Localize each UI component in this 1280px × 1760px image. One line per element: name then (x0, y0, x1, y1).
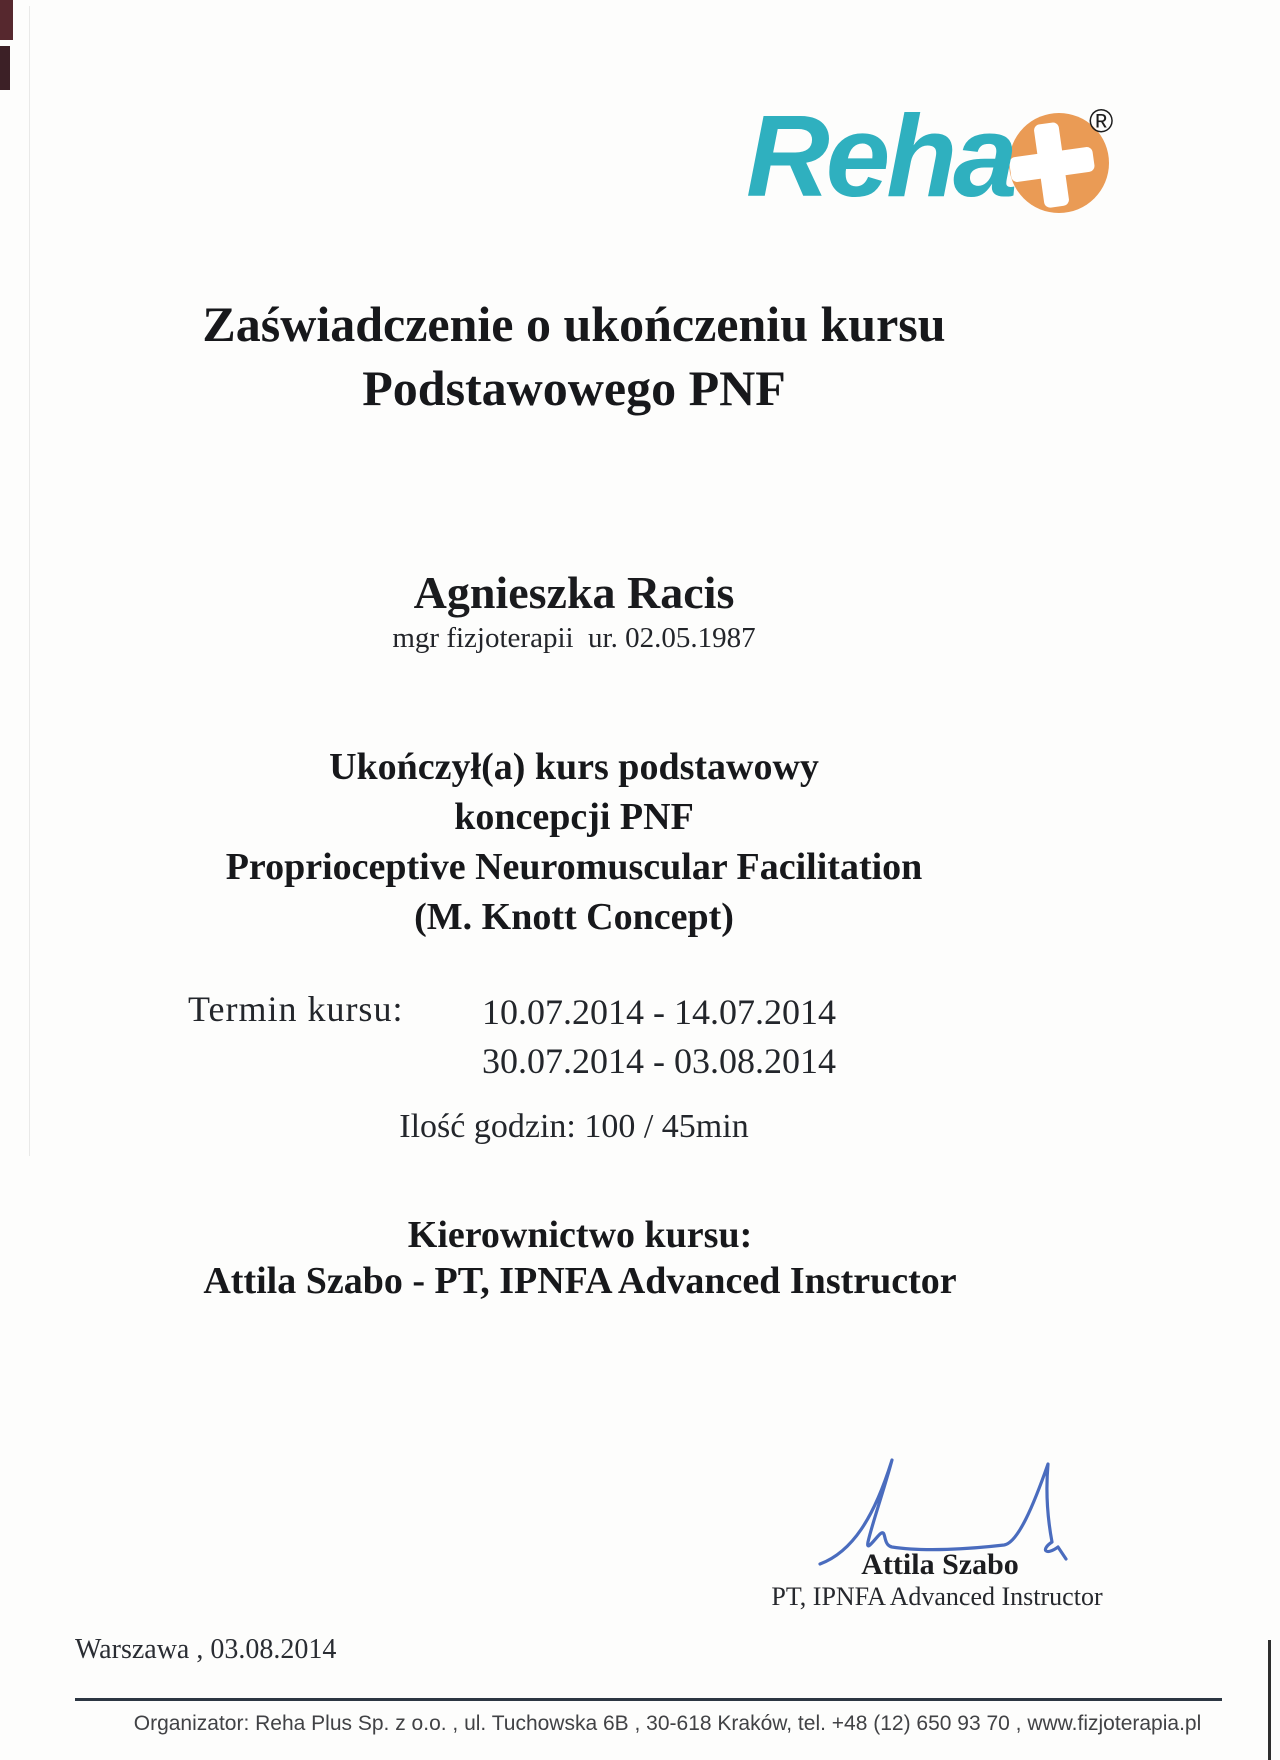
schedule-label: Termin kursu: (188, 989, 404, 1029)
course-description (0, 742, 1148, 942)
certificate-title (0, 292, 1148, 420)
scan-edge-mark (0, 0, 13, 40)
footer-divider (75, 1698, 1222, 1701)
course-management (0, 1212, 1160, 1304)
course-line-1: Ukończył(a) kurs podstawowy (329, 746, 819, 788)
signer-name: Attila Szabo (861, 1548, 1019, 1581)
signer-title: PT, IPNFA Advanced Instructor (771, 1582, 1103, 1611)
course-line-3: Proprioceptive Neuromuscular Facilitation (225, 846, 923, 888)
management-instructor: Attila Szabo - PT, IPNFA Advanced Instructor (203, 1260, 957, 1302)
schedule-date-range-1: 10.07.2014 - 14.07.2014 (482, 992, 836, 1032)
schedule-date-range-2: 30.07.2014 - 03.08.2014 (482, 1041, 836, 1081)
registered-trademark-symbol: ® (1089, 102, 1114, 139)
logo-wordmark: Reha (746, 91, 1014, 221)
issue-place-date: Warszawa , 03.08.2014 (75, 1634, 337, 1665)
scan-edge-line (1268, 1640, 1271, 1760)
course-line-2: koncepcji PNF (454, 796, 694, 838)
recipient-name: Agnieszka Racis (413, 567, 735, 618)
management-heading: Kierownictwo kursu: (407, 1214, 753, 1256)
title-line-1: Zaświadczenie o ukończeniu kursu (202, 296, 946, 352)
recipient-credentials: mgr fizjoterapii ur. 02.05.1987 (392, 622, 756, 654)
organizer-footer: Organizator: Reha Plus Sp. z o.o. , ul. Tuchowska 6B , 30-618 Kraków, tel. +48 (12) 650 93 70 , www.fizjoterapia.pl (133, 1712, 1202, 1735)
course-line-4: (M. Knott Concept) (414, 896, 734, 938)
scan-edge-mark (0, 46, 10, 90)
title-line-2: Podstawowego PNF (362, 360, 786, 416)
schedule-dates (482, 988, 836, 1086)
course-hours: Ilość godzin: 100 / 45min (399, 1108, 749, 1145)
